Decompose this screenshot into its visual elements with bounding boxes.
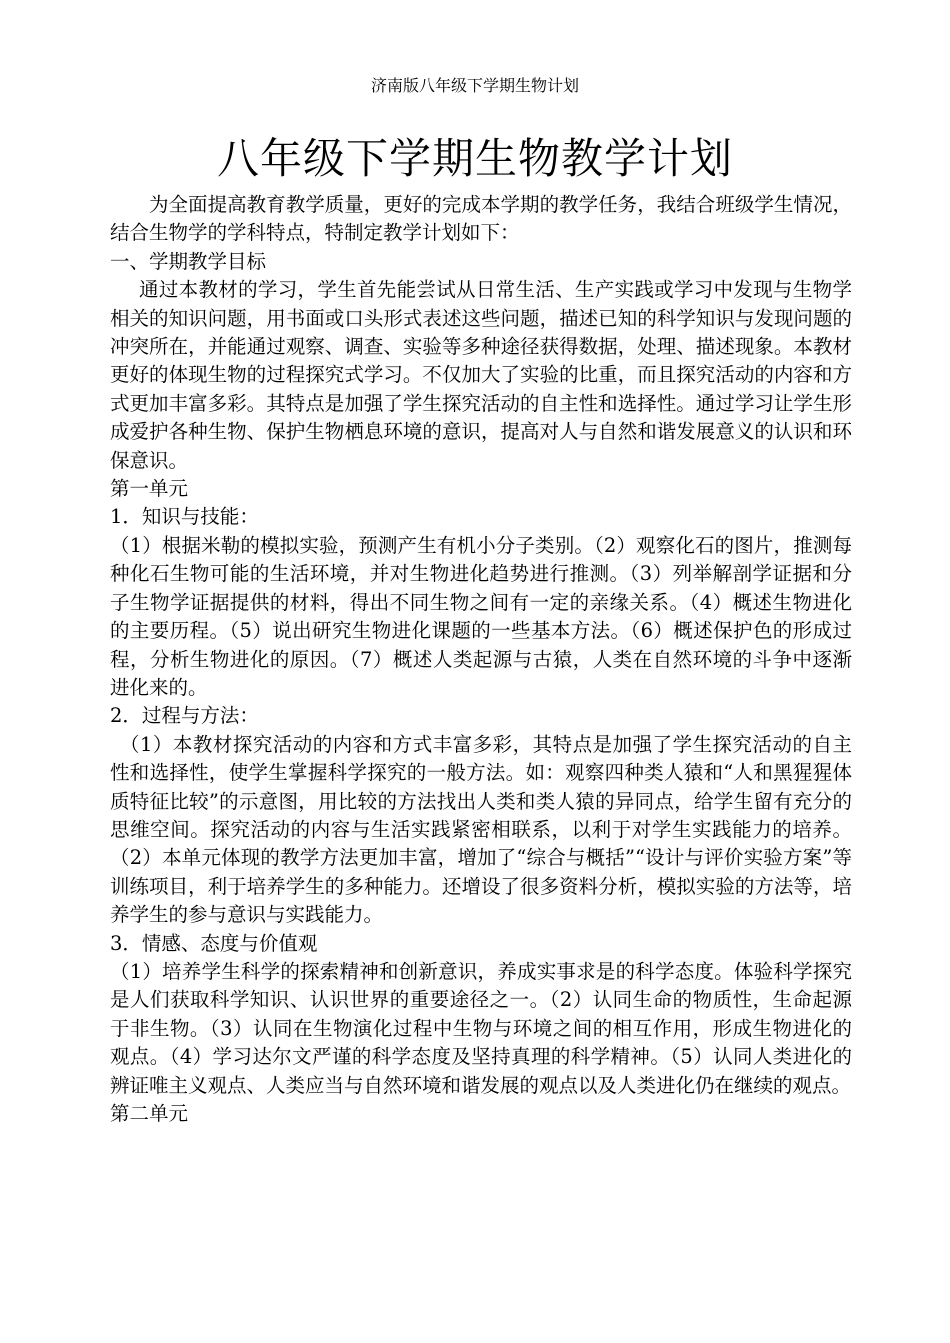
subheading-process: 2．过程与方法： — [110, 704, 259, 728]
emotion-paragraph: （1）培养学生科学的探索精神和创新意识，养成实事求是的科学态度。体验科学探究是人们获取科学知识、认识世界的重要途径之一。（2）认同生命的物质性，生命起源于非生物。（3）认同在生物演化过程中生物与环境之间的相互作用，形成生物进化的观点。（4）学习达尔文严谨的科学态度及坚持真理的科学精神。（5）认同人类进化的辨证唯主义观点、人类应当与自然环境和谐发展的观点以及人类进化仍在继续的观点。 — [110, 959, 852, 1097]
running-header: 济南版八年级下学期生物计划 — [370, 78, 579, 95]
subheading-emotion: 3．情感、态度与价值观 — [110, 931, 318, 955]
unit-heading-1: 第一单元 — [110, 477, 189, 501]
unit-heading-2: 第二单元 — [110, 1102, 189, 1125]
page-title: 八年级下学期生物教学计划 — [216, 134, 733, 184]
goals-paragraph: 通过本教材的学习，学生首先能尝试从日常生活、生产实践或学习中发现与生物学相关的知识问题，用书面或口头形式表述这些问题，描述已知的科学知识与发现问题的冲突所在，并能通过观察、调查、实验等多种途径获得数据，处理、描述现象。本教材更好的体现生物的过程探究式学习。不仅加大了实验的比重，而且探究活动的内容和方式更加丰富多彩。其特点是加强了学生探究活动的自主性和选择性。通过学习让学生形成爱护各种生物、保护生物栖息环境的意识，提高对人与自然和谐发展意义的认识和环保意识。 — [110, 278, 852, 472]
subheading-knowledge: 1．知识与技能： — [110, 505, 259, 529]
process-paragraph: （1）本教材探究活动的内容和方式丰富多彩，其特点是加强了学生探究活动的自主性和选择性，使学生掌握科学探究的一般方法。如：观察四种类人猿和“人和黑猩猩体质特征比较”的示意图，用比较的方法找出人类和类人猿的异同点，给学生留有充分的思维空间。探究活动的内容与生活实践紧密相联系，以利于对学生实践能力的培养。（2）本单元体现的教学方法更加丰富，增加了“综合与概括”“设计与评价实验方案”等训练项目，利于培养学生的多种能力。还增设了很多资料分析，模拟实验的方法等，培养学生的参与意识与实践能力。 — [110, 732, 852, 927]
knowledge-paragraph: （1）根据米勒的模拟实验，预测产生有机小分子类别。（2）观察化石的图片，推测每种化石生物可能的生活环境，并对生物进化趋势进行推测。（3）列举解剖学证据和分子生物学证据提供的材料，得出不同生物之间有一定的亲缘关系。（4）概述生物进化的主要历程。（5）说出研究生物进化课题的一些基本方法。（6）概述保护色的形成过程，分析生物进化的原因。（7）概述人类起源与古猿，人类在自然环境的斗争中逐渐进化来的。 — [110, 533, 852, 699]
section-heading-goals: 一、学期教学目标 — [110, 249, 267, 273]
document-body — [110, 191, 852, 1128]
intro-paragraph: 为全面提高教育教学质量，更好的完成本学期的教学任务，我结合班级学生情况，结合生物学的学科特点，特制定教学计划如下： — [110, 193, 852, 245]
